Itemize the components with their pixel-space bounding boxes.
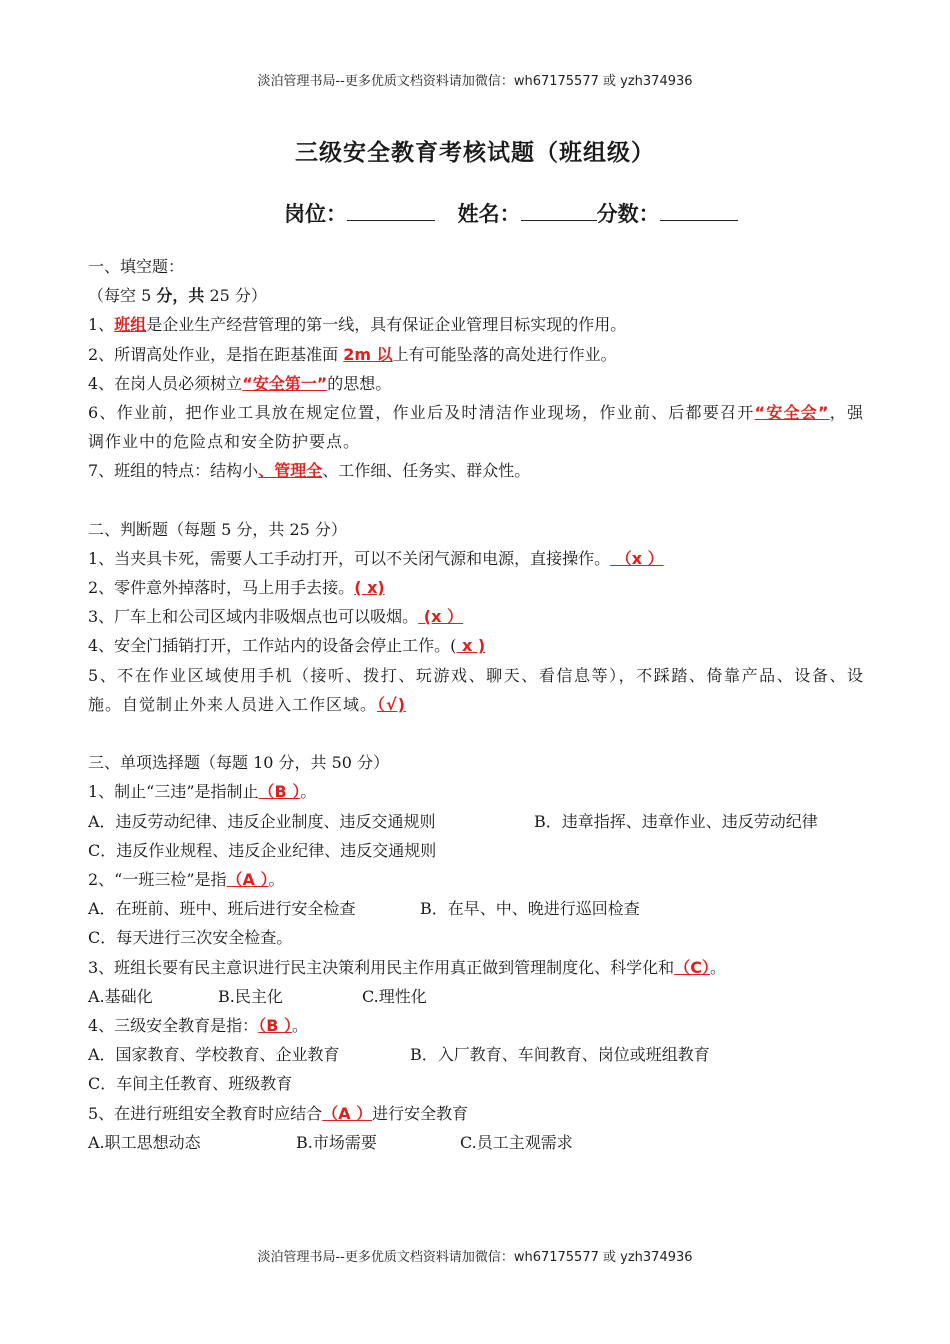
option-a: A．在班前、班中、班后进行安全检查 xyxy=(88,899,356,919)
question-text: 4、安全门插销打开，工作站内的设备会停止工作。( xyxy=(88,636,457,656)
section1-note xyxy=(88,281,864,310)
option-b: B．在早、中、晚进行巡回检查 xyxy=(420,899,640,919)
score-blank[interactable] xyxy=(660,200,738,221)
question-text: 3、厂车上和公司区域内非吸烟点也可以吸烟。 xyxy=(88,607,419,627)
question-text: 、工作细、任务实、群众性。 xyxy=(322,461,531,481)
fill-question-1 xyxy=(88,310,864,339)
choice-options-2 xyxy=(88,894,864,923)
choice-options-5 xyxy=(88,1128,864,1157)
choice-option-2c: C．每天进行三次安全检查。 xyxy=(88,928,293,948)
question-text: 7、班组的特点：结构小 xyxy=(88,461,259,481)
choice-options-1 xyxy=(88,807,864,836)
choice-option-4c: C．车间主任教育、班级教育 xyxy=(88,1074,293,1094)
answer: x ) xyxy=(456,636,486,656)
option-c: C.理性化 xyxy=(362,986,427,1006)
page-header: 淡泊管理书局--更多优质文档资料请加微信：wh67175577 或 yzh374936 xyxy=(257,74,693,89)
fill-question-7 xyxy=(88,456,864,485)
question-text: 。 xyxy=(291,1015,308,1035)
fill-question-4 xyxy=(88,369,864,398)
option-a: A.职工思想动态 xyxy=(88,1132,201,1152)
option-b: B．违章指挥、违章作业、违反劳动纪律 xyxy=(534,811,818,831)
question-text: 1、当夹具卡死，需要人工手动打开，可以不关闭气源和电源，直接操作。 xyxy=(88,548,611,568)
question-text: ，强调作业中的危险点和安全防护要点。 xyxy=(88,402,864,452)
choice-question-5 xyxy=(88,1099,864,1128)
option-a: A．违反劳动纪律、违反企业制度、违反交通规则 xyxy=(88,811,436,831)
section3-heading: 三、单项选择题（每题 10 分，共 50 分） xyxy=(88,753,390,773)
judge-question-1 xyxy=(88,544,864,573)
question-text: 。 xyxy=(709,957,726,977)
answer: （B ） xyxy=(258,782,301,802)
question-text: 进行安全教育 xyxy=(372,1103,469,1123)
answer: 2m 以 xyxy=(343,344,393,364)
page-footer: 淡泊管理书局--更多优质文档资料请加微信：wh67175577 或 yzh374936 xyxy=(257,1250,693,1265)
question-text: 1、 xyxy=(88,315,115,335)
answer: （B ） xyxy=(258,1015,292,1035)
judge-question-4 xyxy=(88,631,864,660)
question-text: 4、三级安全教育是指： xyxy=(88,1015,259,1035)
question-text: 。 xyxy=(268,870,285,889)
answer: “安全会” xyxy=(754,402,830,422)
note-text-end: 25 分） xyxy=(204,286,267,306)
note-text: （每空 5 xyxy=(88,286,157,306)
choice-options-4 xyxy=(88,1040,864,1069)
answer: 班组 xyxy=(114,315,147,335)
answer: （√) xyxy=(377,694,407,714)
page-title: 三级安全教育考核试题（班组级） xyxy=(295,140,655,166)
choice-question-4 xyxy=(88,1011,864,1040)
question-text: 5、在进行班组安全教育时应结合 xyxy=(88,1103,323,1123)
question-text: 1、制止“三违”是指制止 xyxy=(88,782,259,802)
question-text: 2、所谓高处作业，是指在距基准面 xyxy=(88,344,344,364)
section1-heading: 一、填空题： xyxy=(88,257,185,276)
option-a: A.基础化 xyxy=(88,986,153,1006)
answer: （x ） xyxy=(610,548,664,568)
choice-option-1c: C．违反作业规程、违反企业纪律、违反交通规则 xyxy=(88,840,437,860)
question-text: 2、零件意外掉落时，马上用手去接。 xyxy=(88,578,355,598)
question-text: 。 xyxy=(300,782,317,802)
name-blank[interactable] xyxy=(521,200,597,221)
choice-question-3 xyxy=(88,953,864,982)
answer: （A ） xyxy=(226,870,269,889)
score-label: 分数： xyxy=(596,202,660,226)
answer: （C） xyxy=(674,957,710,977)
position-label: 岗位： xyxy=(284,202,347,226)
choice-options-3 xyxy=(88,982,864,1011)
judge-question-5 xyxy=(88,661,864,719)
question-text: 上有可能坠落的高处进行作业。 xyxy=(392,344,617,364)
fill-question-2 xyxy=(88,340,864,369)
option-a: A．国家教育、学校教育、企业教育 xyxy=(88,1045,340,1065)
answer: 、管理全 xyxy=(258,461,323,481)
judge-question-3 xyxy=(88,602,864,631)
question-text: 的思想。 xyxy=(327,373,392,393)
question-text: 4、在岗人员必须树立 xyxy=(88,373,243,393)
choice-question-2 xyxy=(88,865,864,894)
fill-question-6 xyxy=(88,398,864,456)
option-b: B．入厂教育、车间教育、岗位或班组教育 xyxy=(410,1045,710,1065)
answer: ( x) xyxy=(354,578,385,598)
option-b: B.市场需要 xyxy=(296,1132,377,1152)
question-text: 是企业生产经营管理的第一线，具有保证企业管理目标实现的作用。 xyxy=(146,315,627,335)
section2-heading: 二、判断题（每题 5 分，共 25 分） xyxy=(88,519,347,539)
choice-question-1 xyxy=(88,777,864,806)
position-blank[interactable] xyxy=(347,200,435,221)
question-text: 2、“一班三检”是指 xyxy=(88,870,227,889)
exam-content xyxy=(88,252,864,1157)
question-text: 6、作业前，把作业工具放在规定位置，作业后及时清洁作业现场，作业前、后都要召开 xyxy=(88,402,755,422)
note-bold: 分，共 xyxy=(156,286,205,306)
exam-info-fields xyxy=(284,198,738,228)
question-text: 5、不在作业区域使用手机（接听、拨打、玩游戏、聊天、看信息等），不踩踏、倚靠产品、设备、设施。自觉制止外来人员进入工作区域。 xyxy=(88,665,864,714)
question-text: 3、班组长要有民主意识进行民主决策利用民主作用真正做到管理制度化、科学化和 xyxy=(88,957,675,977)
option-b: B.民主化 xyxy=(218,986,283,1006)
judge-question-2 xyxy=(88,573,864,602)
option-c: C.员工主观需求 xyxy=(460,1132,573,1152)
answer: (x ） xyxy=(418,607,463,627)
answer: （A ） xyxy=(322,1103,373,1123)
answer: “安全第一” xyxy=(242,373,328,393)
name-label: 姓名： xyxy=(457,202,521,226)
